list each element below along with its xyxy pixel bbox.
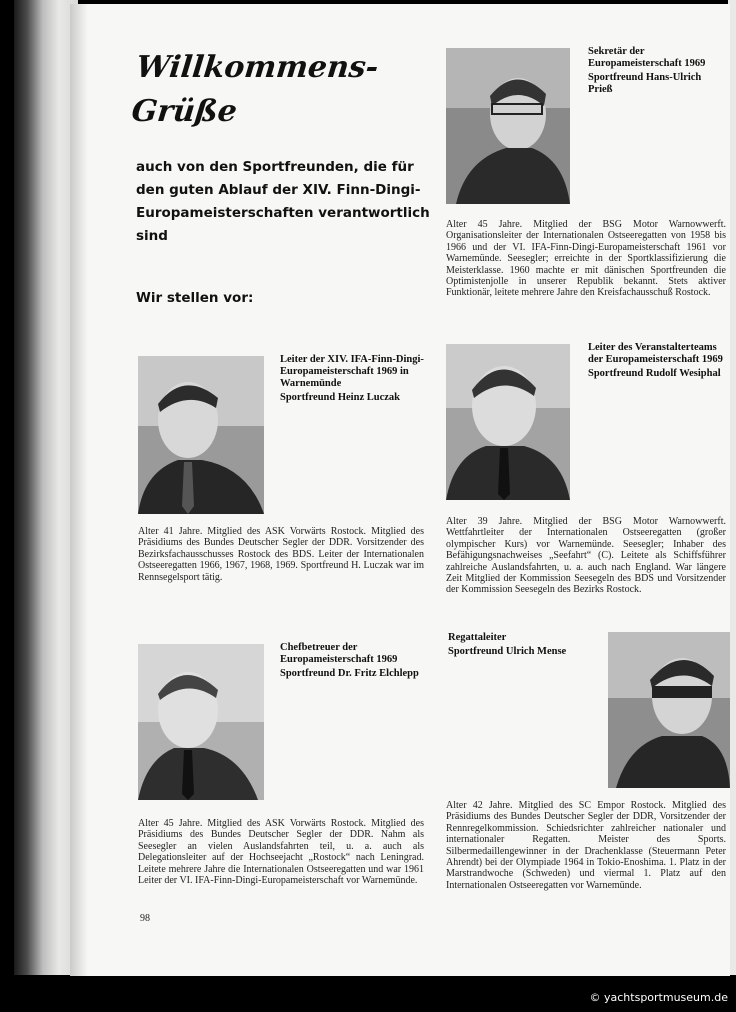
intro-text: auch von den Sportfreunden, die für den guten Ablauf der XIV. Finn-Dingi-Europameisterschaften verantwortlich sind [136, 159, 430, 244]
portrait-photo-mense [608, 632, 730, 788]
role-wesiphal: Leiter des Veranstalterteams der Europameisterschaft 1969 [588, 342, 723, 365]
name-wesiphal: Sportfreund Rudolf Wesiphal [588, 368, 721, 379]
portrait-photo-wesiphal [446, 344, 570, 500]
portrait-photo-luczak [138, 356, 264, 514]
name-luczak: Sportfreund Heinz Luczak [280, 392, 400, 403]
name-mense: Sportfreund Ulrich Mense [448, 646, 567, 657]
bio-luczak: Alter 41 Jahre. Mitglied des ASK Vorwärts Rostock. Mitglied des Präsidiums des Bundes Deutscher Segler der DDR. Vorsitzender des Bezirksfachausschusses Rostock des BDS. Leiter der Internationalen Ostseeregatten 1966, 1967, 1968, 1969. Sportfreund H. Luczak war im Rennsegelsport tätig. [138, 526, 424, 583]
name-elchlepp: Sportfreund Dr. Fritz Elchlepp [280, 668, 419, 679]
title-line-1: Willkommens- [134, 50, 381, 85]
page-title [129, 46, 381, 134]
name-priess: Sportfreund Hans-Ulrich Prieß [588, 72, 702, 95]
caption-luczak [280, 354, 430, 404]
bio-wesiphal: Alter 39 Jahre. Mitglied der BSG Motor Warnowwerft. Wettfahrtleiter der Internationalen Ostseeregatten (großer olympischer Kurs) vor Warnemünde. Seesegler; Inhaber des Befähigungsnachweises „Seefahrt“ (C). Leitete als Schiffsführer zahlreiche Auslandsfahrten, u. a. auch nach England. War längere Zeit Mitglied der Kommission Seesegeln des BDS und Vorsitzender der Kommission Seesegeln des Bezirks Rostock. [446, 516, 726, 596]
role-priess: Sekretär der Europameisterschaft 1969 [588, 46, 706, 69]
bio-mense: Alter 42 Jahre. Mitglied des SC Empor Rostock. Mitglied des Präsidiums des Bundes Deutscher Segler der DDR, Vorsitzender der Rennregelkommission. Schiedsrichter zahlreicher nationaler und internationaler Regatten. Meister des Sports. Silbermedaillengewinner in der Drachenklasse (Steuermann Peter Ahrendt) bei der Olympiade 1964 in Tokio-Enoshima. 1. Platz in der Marstrandwoche (Schweden) und viermal 1. Platz auf den Internationalen Ostseeregatten vor Warnemünde. [446, 800, 726, 891]
title-line-2: Grüße [129, 94, 239, 129]
portrait-photo-priess [446, 48, 570, 204]
role-elchlepp: Chefbetreuer der Europameisterschaft 1969 [280, 642, 398, 665]
portrait-photo-elchlepp [138, 644, 264, 800]
watermark: © yachtsportmuseum.de [589, 991, 728, 1004]
caption-priess [588, 46, 728, 96]
caption-wesiphal [588, 342, 728, 380]
caption-elchlepp [280, 642, 430, 680]
book-binding [14, 0, 78, 975]
bio-priess: Alter 45 Jahre. Mitglied der BSG Motor Warnowwerft. Organisationsleiter der Internationalen Ostseeregatten von 1958 bis 1966 und der VI. IFA-Finn-Dingi-Europameisterschaft 1961 vor Warnemünde. Seesegler; erreichte in der Sportklassifizierung die Meisterklasse. 1960 machte er mit dänischen Sportfreunden die Optimistenjolle in unserer Republik bekannt. Stets aktiver Funktionär, leitete mehrere Jahre den Kreisfachausschuß Rostock. [446, 219, 726, 299]
caption-mense [448, 632, 598, 658]
page-number: 98 [140, 913, 150, 924]
bio-elchlepp: Alter 45 Jahre. Mitglied des ASK Vorwärts Rostock. Mitglied des Präsidiums des Bundes Deutscher Segler der DDR. Nahm als Seesegler an vielen Auslandsfahrten teil, u. a. auch als Delegationsleiter auf der Hochseejacht „Rostock“ nach Leningrad. Leitete mehrere Jahre die Internationalen Ostseeregatten und war 1961 Leiter der VI. IFA-Finn-Dingi-Europameisterschaft vor Warnemünde. [138, 818, 424, 887]
subheading: Wir stellen vor: [136, 290, 254, 306]
book-page [70, 4, 730, 976]
role-luczak: Leiter der XIV. IFA-Finn-Dingi-Europameisterschaft 1969 in Warnemünde [280, 354, 424, 389]
page-gutter-shadow [70, 4, 88, 976]
role-mense: Regattaleiter [448, 632, 507, 643]
